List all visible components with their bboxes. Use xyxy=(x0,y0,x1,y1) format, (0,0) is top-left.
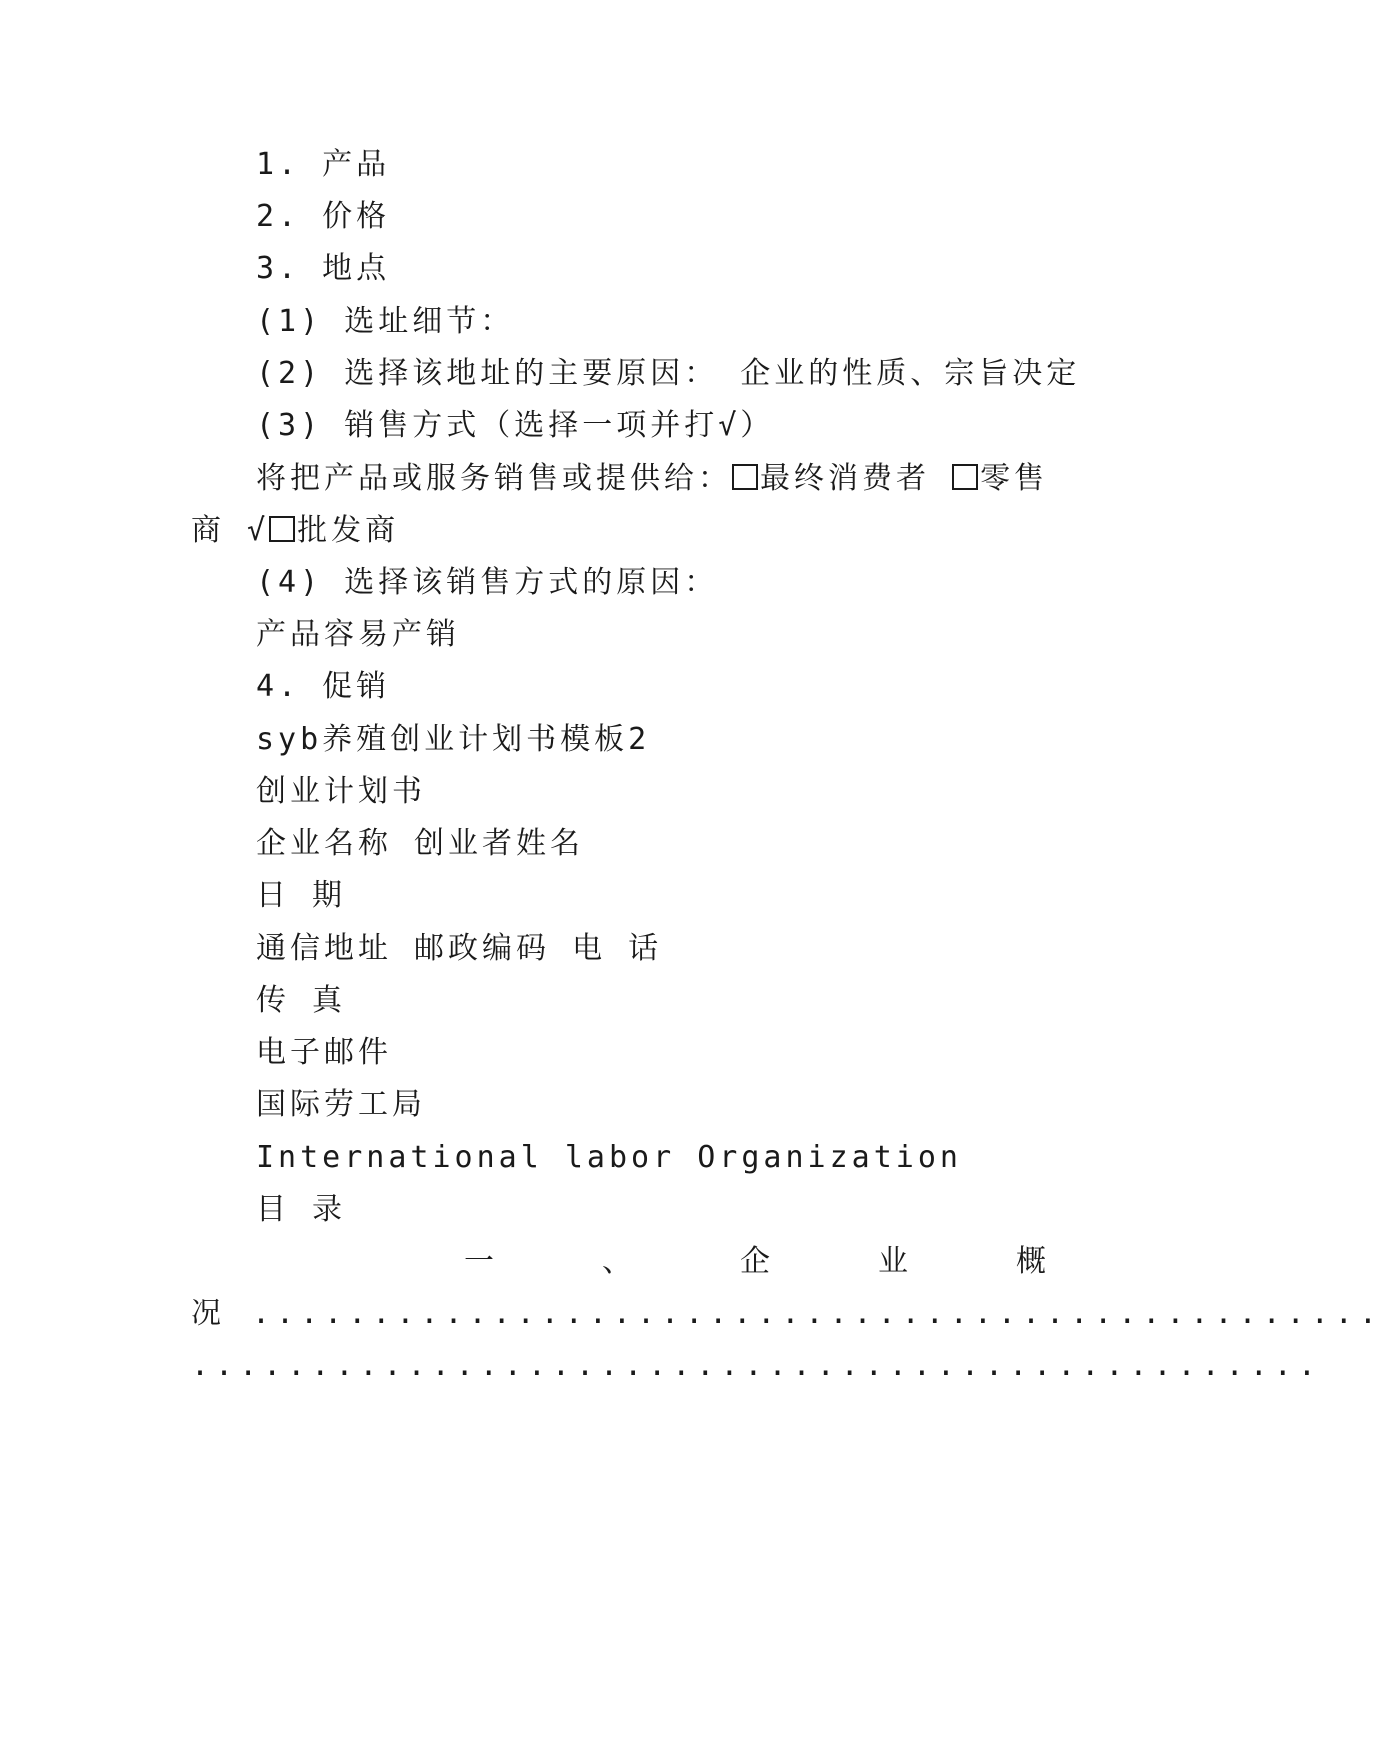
item-location: 3. 地点 xyxy=(256,251,391,286)
sales-target-line xyxy=(256,459,1048,499)
toc-char-2: 、 xyxy=(602,1244,632,1279)
toc-char-3: 企 xyxy=(740,1244,770,1279)
checkbox-end-consumer[interactable] xyxy=(732,464,758,490)
toc-leader-dots-1: ............................................... xyxy=(252,1296,1383,1331)
sales-target-line-continued xyxy=(191,511,399,551)
sub-item-sales-method: (3) 销售方式（选择一项并打√） xyxy=(256,408,775,443)
retailer-label-continued: 商 √ xyxy=(191,513,270,548)
toc-entry-overview-tail: 况 xyxy=(191,1296,225,1331)
sub-item-site-details: (1) 选址细节： xyxy=(256,304,515,339)
date-field: 日 期 xyxy=(256,878,347,913)
template-title: syb养殖创业计划书模板2 xyxy=(256,722,651,757)
checkbox-retailer[interactable] xyxy=(952,464,978,490)
fax-field: 传 真 xyxy=(256,983,347,1018)
toc-char-1: 一 xyxy=(464,1244,494,1279)
end-consumer-label: 最终消费者 xyxy=(760,461,953,496)
sub-item-method-reason: (4) 选择该销售方式的原因： xyxy=(256,565,719,600)
method-reason-text: 产品容易产销 xyxy=(256,617,460,652)
email-field: 电子邮件 xyxy=(256,1035,392,1070)
retailer-label: 零售 xyxy=(980,461,1049,496)
toc-char-5: 概 xyxy=(1016,1244,1046,1279)
item-promotion: 4. 促销 xyxy=(256,669,391,704)
ilo-english-name: International labor Organization xyxy=(256,1140,962,1175)
toc-entry-overview xyxy=(256,1242,1046,1282)
wholesaler-label: 批发商 xyxy=(297,513,400,548)
sub-item-site-reason: (2) 选择该地址的主要原因： 企业的性质、宗旨决定 xyxy=(256,356,1081,391)
item-product: 1. 产品 xyxy=(256,147,391,182)
toc-heading: 目 录 xyxy=(256,1192,347,1227)
sales-target-text: 将把产品或服务销售或提供给： xyxy=(256,461,732,496)
toc-char-4: 业 xyxy=(878,1244,908,1279)
toc-leader-dots-2: ............................................... xyxy=(191,1348,1322,1383)
ilo-chinese-name: 国际劳工局 xyxy=(256,1087,426,1122)
item-price: 2. 价格 xyxy=(256,199,391,234)
company-name-field: 企业名称 创业者姓名 xyxy=(256,826,585,861)
checkbox-wholesaler[interactable] xyxy=(269,516,295,542)
address-field: 通信地址 邮政编码 电 话 xyxy=(256,931,663,966)
business-plan-heading: 创业计划书 xyxy=(256,774,426,809)
